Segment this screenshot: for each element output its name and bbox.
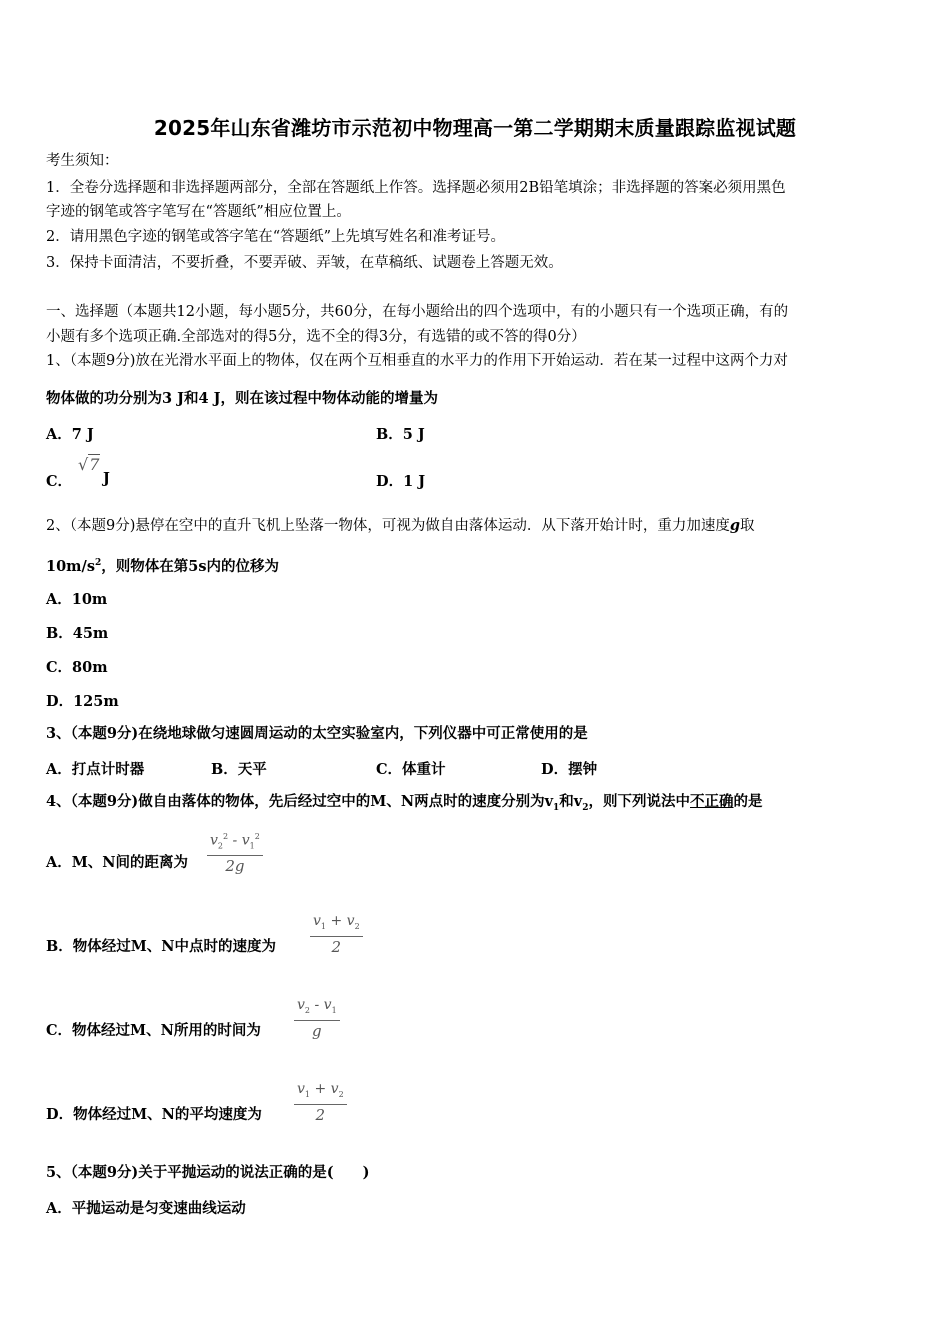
q4-text-a: 4、（本题9分)做自由落体的物体，先后经过空中的M、N两点时的速度分别为v (46, 793, 554, 810)
q4-text-d: 的是 (733, 793, 763, 810)
q4-text-c: ，则下列说法中 (588, 793, 690, 810)
q4-option-c: C．物体经过M、N所用的时间为 (46, 1022, 261, 1039)
question-2-line1 (46, 516, 755, 536)
q2-text-a: 2、（本题9分)悬停在空中的直升飞机上坠落一物体，可视为做自由落体运动．从下落开始计时，重力加速度 (46, 518, 730, 534)
q4-formula-b: $\frac{v_1 + v_2}{2}$ (310, 912, 363, 957)
q1-option-b: B．5 J (376, 426, 425, 443)
q1-option-c-label: C． (46, 473, 73, 490)
q3-option-d: D．摆钟 (541, 761, 598, 778)
notice-item-1-cont: 字迹的钢笔或答字笔写在“答题纸”相应位置上。 (46, 204, 351, 220)
q2-g-symbol: g (729, 517, 740, 534)
question-4-line1 (46, 792, 763, 818)
q4-formula-a-den: 2g (225, 857, 245, 876)
section-header-line2: 小题有多个选项正确.全部选对的得5分，选不全的得3分，有选错的或不答的得0分） (46, 329, 586, 345)
sqrt-formula: √7 (78, 455, 100, 474)
q4-text-b: 和v (559, 793, 583, 810)
q4-formula-c: $\frac{v_2 - v_1}{g}$ (294, 996, 340, 1041)
q4-sub2: 2 (582, 802, 589, 813)
q2-text-b: 取 (740, 518, 755, 534)
q3-option-c: C．体重计 (376, 761, 446, 778)
q4-formula-d-den: 2 (315, 1105, 326, 1124)
q2-option-a: A．10m (46, 591, 108, 608)
question-1-line2: 物体做的功分别为3 J和4 J，则在该过程中物体动能的增量为 (46, 390, 438, 407)
notice-item-1: 1．全卷分选择题和非选择题两部分，全部在答题纸上作答。选择题必须用2B铅笔填涂；非选择题的答案必须用黑色 (46, 180, 786, 196)
q4-option-d: D．物体经过M、N的平均速度为 (46, 1106, 262, 1123)
q2-option-b: B．45m (46, 625, 109, 642)
q3-option-a: A．打点计时器 (46, 761, 145, 778)
q1-option-d: D．1 J (376, 473, 426, 490)
question-2-line2 (46, 553, 279, 577)
q1-option-a: A．7 J (46, 426, 94, 443)
q2-text-c: ，则物体在第5s内的位移为 (101, 557, 280, 575)
q4-formula-d: $\frac{v_1 + v_2}{2}$ (294, 1080, 347, 1125)
page-title: 2025年山东省潍坊市示范初中物理高一第二学期期末质量跟踪监视试题 (153, 116, 797, 140)
q5-option-a: A．平抛运动是匀变速曲线运动 (46, 1200, 246, 1217)
section-header-line1: 一、选择题（本题共12小题，每小题5分，共60分，在每小题给出的四个选项中，有的小题只有一个选项正确，有的 (46, 304, 789, 320)
q1-option-c-unit: J (103, 470, 110, 487)
q4-formula-c-den: g (312, 1021, 322, 1040)
q2-option-d: D．125m (46, 693, 119, 710)
q3-option-b: B．天平 (211, 761, 267, 778)
question-3-line1: 3、（本题9分)在绕地球做匀速圆周运动的太空实验室内，下列仪器中可正常使用的是 (46, 725, 588, 742)
question-5-line1: 5、（本题9分)关于平抛运动的说法正确的是( ) (46, 1164, 370, 1181)
notice-item-3: 3．保持卡面清洁，不要折叠，不要弄破、弄皱，在草稿纸、试题卷上答题无效。 (46, 255, 563, 271)
q4-formula-a: $\frac{v_2^2 - v_1^2}{2g}$ (207, 828, 263, 876)
q4-sub1: 1 (553, 802, 560, 813)
sqrt-radicand: 7 (89, 455, 100, 474)
q4-option-b: B．物体经过M、N中点时的速度为 (46, 938, 277, 955)
q2-unit-exponent: 2 (94, 558, 102, 568)
question-1-line1: 1、（本题9分)放在光滑水平面上的物体，仅在两个互相垂直的水平力的作用下开始运动．若在某一过程中这两个力对 (46, 353, 788, 369)
q2-unit: 10m/s (46, 557, 95, 575)
q4-formula-b-den: 2 (331, 937, 342, 956)
notice-item-2: 2．请用黑色字迹的钢笔或答字笔在“答题纸”上先填写姓名和准考证号。 (46, 229, 506, 245)
q4-option-a: A．M、N间的距离为 (46, 854, 189, 871)
q4-underlined: 不正确 (690, 793, 734, 810)
notice-heading: 考生须知： (46, 153, 119, 169)
q2-option-c: C．80m (46, 659, 108, 676)
